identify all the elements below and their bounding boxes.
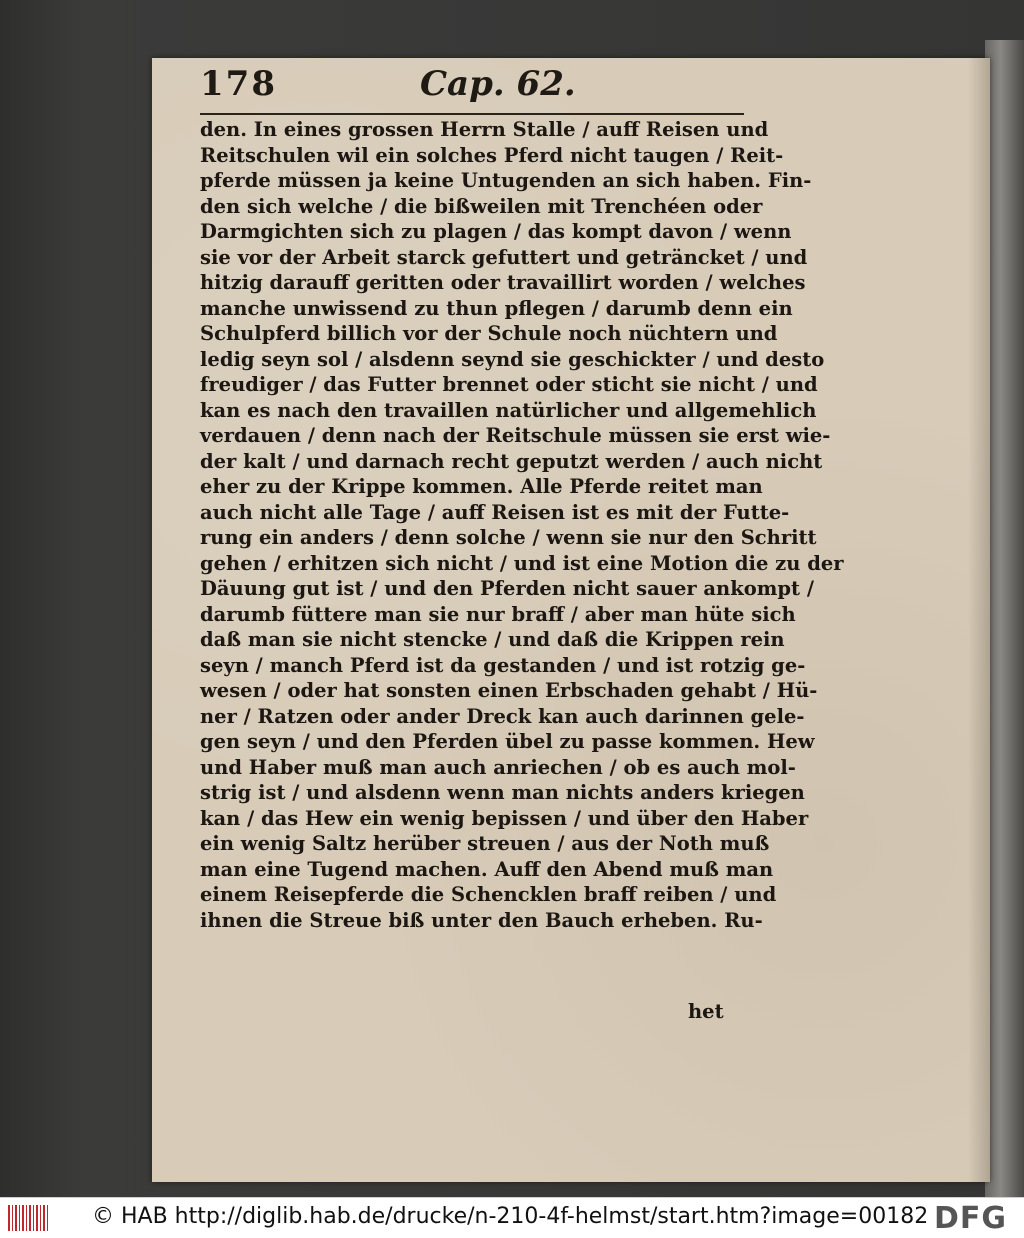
text-line: verdauen / denn nach der Reitschule müssen sie erst wie- [200,424,831,447]
text-line: pferde müssen ja keine Untugenden an sich haben. Fin- [200,169,812,192]
text-line: strig ist / und alsdenn wenn man nichts anders kriegen [200,781,805,804]
text-line: Schulpferd billich vor der Schule noch nüchtern und [200,322,778,345]
text-line: auch nicht alle Tage / auff Reisen ist es mit der Futte- [200,500,790,524]
text-line: ner / Ratzen oder ander Dreck kan auch darinnen gele- [200,704,805,728]
source-link[interactable]: © HAB http://diglib.hab.de/drucke/n-210-4f-helmst/start.htm?image=00182 [92,1204,929,1229]
body-text [200,117,844,933]
text-line: sie vor der Arbeit starck gefuttert und geträncket / und [200,245,808,269]
barcode-icon [8,1205,48,1231]
text-line: Däuung gut ist / und den Pferden nicht sauer ankompt / [200,577,814,600]
text-line: wesen / oder hat sonsten einen Erbschaden gehabt / Hü- [200,679,818,702]
header-rule [200,113,744,115]
text-line: hitzig darauff geritten oder travaillirt worden / welches [200,271,806,294]
chapter-heading: Cap. 62. [420,64,576,104]
text-line: einem Reisepferde die Schencklen braff reiben / und [200,883,777,906]
page-header [200,64,820,110]
page-edge-shadow [968,58,990,1182]
text-line: kan / das Hew ein wenig bepissen / und über den Haber [200,806,809,830]
text-line: daß man sie nicht stencke / und daß die Krippen rein [200,628,785,651]
text-line: darumb füttere man sie nur braff / aber man hüte sich [200,602,796,626]
text-line: gen seyn / und den Pferden übel zu passe kommen. Hew [200,730,815,753]
text-line: ledig seyn sol / alsdenn seynd sie geschickter / und desto [200,347,825,371]
dfg-logo: DFG [934,1201,1008,1236]
text-line: ihnen die Streue biß unter den Bauch erheben. Ru- [200,908,763,932]
text-line: manche unwissend zu thun pflegen / darumb denn ein [200,296,793,320]
text-line: den. In eines grossen Herrn Stalle / auff Reisen und [200,118,769,141]
catchword: het [688,1000,724,1023]
text-line: ein wenig Saltz herüber streuen / aus der Noth muß [200,832,770,855]
text-line: der kalt / und darnach recht geputzt werden / auch nicht [200,449,823,473]
book-edge [985,40,1024,1197]
text-line: freudiger / das Futter brennet oder sticht sie nicht / und [200,373,818,396]
text-line: man eine Tugend machen. Auff den Abend muß man [200,857,774,881]
text-line: eher zu der Krippe kommen. Alle Pferde reitet man [200,475,763,498]
text-line: und Haber muß man auch anriechen / ob es auch mol- [200,755,796,779]
footer-bar [0,1197,1024,1238]
text-line: Darmgichten sich zu plagen / das kompt davon / wenn [200,220,792,243]
text-line: gehen / erhitzen sich nicht / und ist eine Motion die zu der [200,551,844,575]
text-line: Reitschulen wil ein solches Pferd nicht taugen / Reit- [200,143,784,167]
text-line: den sich welche / die bißweilen mit Trenchéen oder [200,194,763,218]
text-line: rung ein anders / denn solche / wenn sie nur den Schritt [200,526,817,549]
page-number: 178 [200,64,277,104]
text-line: kan es nach den travaillen natürlicher und allgemehlich [200,398,817,422]
text-line: seyn / manch Pferd ist da gestanden / und ist rotzig ge- [200,653,806,677]
